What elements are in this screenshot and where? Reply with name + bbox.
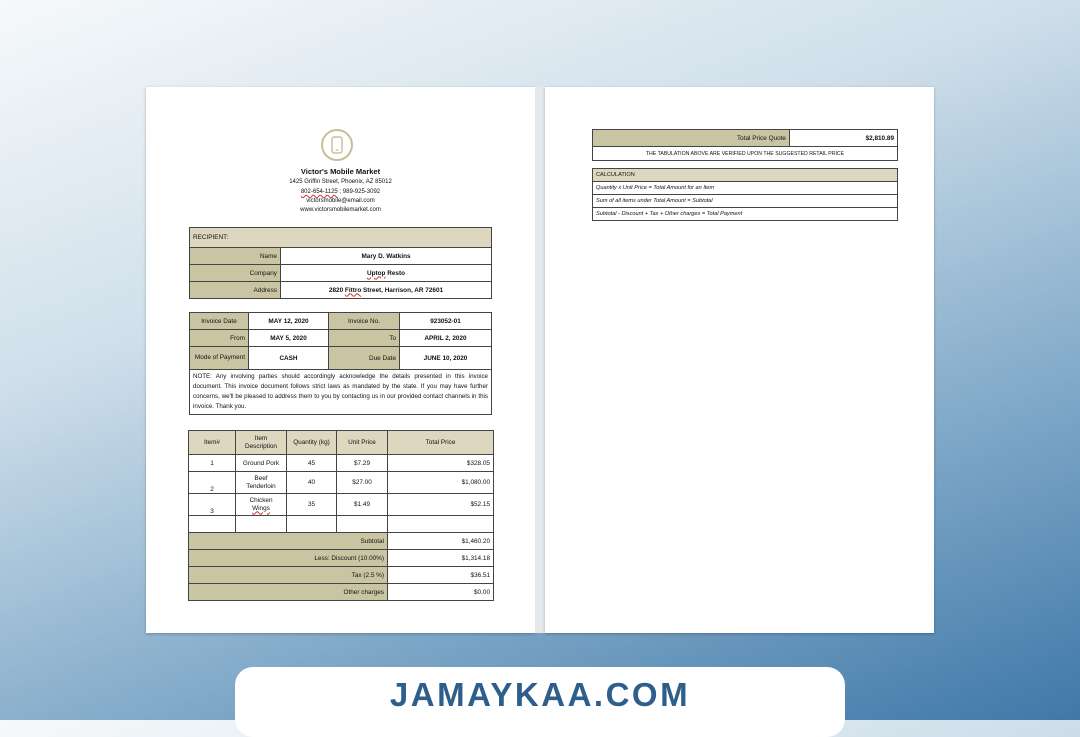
company-phones — [146, 189, 535, 195]
due-date: JUNE 10, 2020 — [400, 347, 492, 370]
payment-label: Mode of Payment — [190, 347, 249, 370]
other-charges-value: $0.00 — [388, 584, 494, 601]
calculation-line: Quantity x Unit Price = Total Amount for an Item — [593, 182, 898, 195]
discount-value: $1,314.18 — [388, 550, 494, 567]
address-street-word: Fittro — [344, 286, 362, 294]
company-word-2: Resto — [385, 269, 405, 277]
item-quantity: 45 — [287, 455, 337, 472]
item-description — [236, 494, 287, 516]
item-no: 2 — [189, 472, 236, 494]
item-description: Ground Pork — [236, 455, 287, 472]
invoice-no: 923052-01 — [400, 313, 492, 330]
item-description-line-2: Wings — [252, 504, 270, 512]
invoice-date: MAY 12, 2020 — [249, 313, 329, 330]
items-table — [188, 430, 494, 601]
table-row — [189, 494, 494, 516]
payment-mode: CASH — [249, 347, 329, 370]
company-website: www.victorsmobilemarket.com — [300, 207, 381, 213]
tax-value: $36.51 — [388, 567, 494, 584]
item-total-price: $1,080.00 — [388, 472, 494, 494]
other-charges-label: Other charges — [189, 584, 388, 601]
total-price-quote-value: $2,810.89 — [790, 130, 898, 147]
total-price-quote-label: Total Price Quote — [593, 130, 790, 147]
calculation-line: Sum of all items under Total Amount = Subtotal — [593, 195, 898, 208]
recipient-address-label: Address — [190, 282, 281, 299]
item-unit-price: $1.49 — [337, 494, 388, 516]
recipient-name: Mary D. Watkins — [281, 248, 492, 265]
recipient-heading: RECIPIENT: — [190, 228, 492, 248]
calculation-table — [592, 168, 898, 221]
quote-table — [592, 129, 898, 161]
invoice-date-label: Invoice Date — [190, 313, 249, 330]
to-date: APRIL 2, 2020 — [400, 330, 492, 347]
item-quantity: 35 — [287, 494, 337, 516]
invoice-note: NOTE: Any involving parties should accordingly acknowledge the details presented in this invoice document. This invoice document follows strict laws as mandated by the state. If you may have further concerns, we'll be pleased to address them to you by contacting us in our provided contact channels in this invoice. Thank you. — [190, 370, 492, 415]
item-total-price: $328.05 — [388, 455, 494, 472]
company-address: 1425 Griffin Street, Phoenix, AZ 85012 — [289, 179, 392, 185]
company-phone-1: 802-654-1125 — [300, 189, 338, 195]
company-phone-2: 989-925-3092 — [342, 189, 381, 195]
recipient-company — [281, 265, 492, 282]
invoice-page-2 — [545, 87, 934, 633]
item-unit-price: $7.29 — [337, 455, 388, 472]
recipient-address — [281, 282, 492, 299]
item-no: 3 — [189, 494, 236, 516]
item-total-price: $52.15 — [388, 494, 494, 516]
header-unit-price: Unit Price — [337, 431, 388, 455]
from-date: MAY 5, 2020 — [249, 330, 329, 347]
company-word-1: Uptop — [367, 269, 386, 277]
recipient-company-label: Company — [190, 265, 281, 282]
item-description-line-1: Chicken — [249, 496, 273, 504]
company-name: Victor's Mobile Market — [300, 167, 381, 176]
invoice-no-label: Invoice No. — [329, 313, 400, 330]
due-date-label: Due Date — [329, 347, 400, 370]
page-gap — [535, 87, 545, 633]
company-email: victorsmobile@email.com — [306, 198, 375, 204]
header-total-price: Total Price — [388, 431, 494, 455]
header-item-description: Item Description — [236, 431, 287, 455]
item-quantity: 40 — [287, 472, 337, 494]
subtotal-label: Subtotal — [189, 533, 388, 550]
invoice-details-table — [189, 312, 492, 415]
item-description: Beef Tenderloin — [236, 472, 287, 494]
watermark-text: JAMAYKAA.COM — [389, 676, 691, 713]
subtotal-value: $1,460.20 — [388, 533, 494, 550]
empty-row — [189, 516, 494, 533]
company-logo — [321, 129, 353, 161]
invoice-page-1 — [146, 87, 535, 633]
tax-label: Tax (2.5 %) — [189, 567, 388, 584]
header-quantity: Quantity (kg) — [287, 431, 337, 455]
item-unit-price: $27.00 — [337, 472, 388, 494]
address-part-1: 2820 — [328, 286, 345, 294]
mobile-phone-icon — [331, 136, 343, 154]
recipient-table — [189, 227, 492, 299]
recipient-name-label: Name — [190, 248, 281, 265]
to-label: To — [329, 330, 400, 347]
verification-statement: THE TABULATION ABOVE ARE VERIFIED UPON THE SUGGESTED RETAIL PRICE — [593, 147, 898, 161]
calculation-line: Subtotal - Discount + Tax + Other charges = Total Payment — [593, 208, 898, 221]
discount-label: Less: Discount (10.00%) — [189, 550, 388, 567]
from-label: From — [190, 330, 249, 347]
header-item-no: Item# — [189, 431, 236, 455]
table-row — [189, 455, 494, 472]
table-row — [189, 472, 494, 494]
calculation-heading: CALCULATION — [593, 169, 898, 182]
watermark-banner — [235, 667, 845, 737]
address-part-2: Street, Harrison, AR 72601 — [361, 286, 444, 294]
phone-separator: ; — [337, 189, 343, 195]
item-no: 1 — [189, 455, 236, 472]
